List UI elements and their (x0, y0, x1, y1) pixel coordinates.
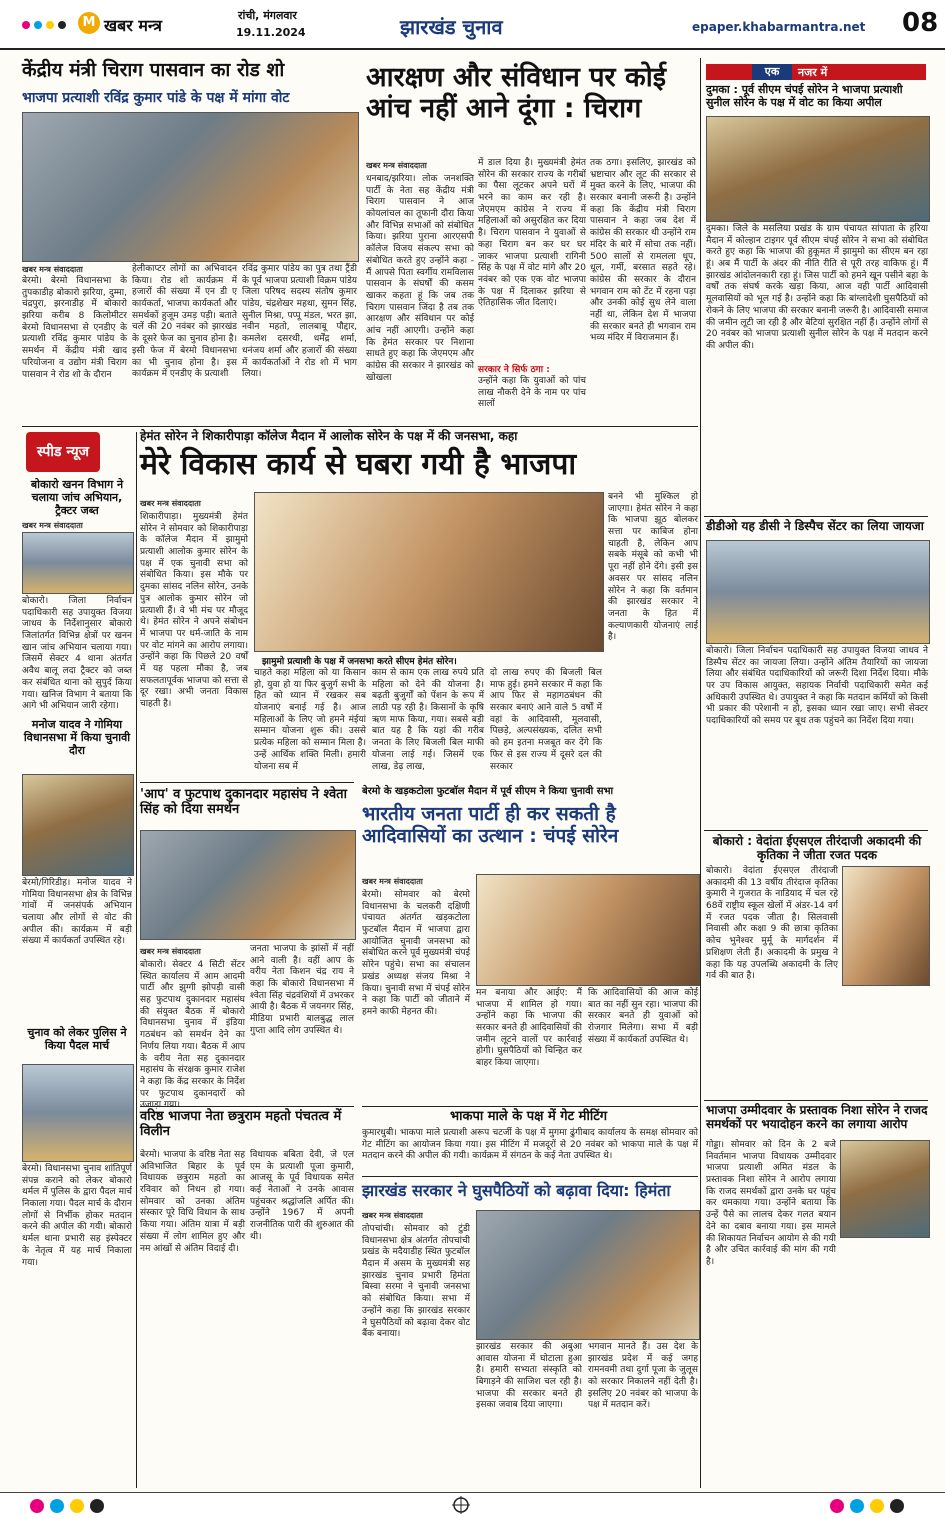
black-dot-icon (90, 1499, 104, 1513)
dateline-date: 19.11.2024 (236, 26, 306, 39)
story1-byline: खबर मन्त्र संवाददाता (22, 265, 83, 274)
story1-body-col3: रविंद्र कुमार पांडेय का पुत्र तथा ट्रैंडी के पूर्व भाजपा प्रत्याशी विक्रम पांडेय जिला परिषद सदस्य संतोष कुमार पांडेय, चंद्रशेखर महथा, सुमन सिंह, सुनील मिश्रा, पप्पू मंडल, भरत झा, नवीन महतो, लालबाबू पौद्दार, कमलेश दसरथी, धर्मेंद्र शर्मा, धनंजय शर्मा और हजारों की संख्या में कार्यकर्ताओं ने रोड शो में भाग लिया। (242, 264, 357, 380)
story4-byline: खबर मन्त्र संवाददाता (140, 947, 201, 956)
story10-body: बोकारो। वेदांता ईएसएल तीरंदाजी अकादमी की 13 वर्षीय तीरंदाज कृतिका कुमारी ने गुजरात के नाडियाद में चल रहे 68वें राष्ट्रीय स्कूल खेलों में अंडर-14 वर्ग में रजत पदक जीता है। सिलवासी निवासी और कक्षा 9 की छात्रा कृतिका कोच भुनेश्वर मुर्मू के मार्गदर्शन में प्रशिक्षण लेती हैं। अकादमी के प्रमुख ने कहा कि यह उपलब्धि अकादमी के लिए गर्व की बात है। (706, 866, 838, 982)
yellow-dot-icon (870, 1499, 884, 1513)
story3-headline: मेरे विकास कार्य से घबरा गयी है भाजपा (140, 447, 577, 482)
story4-headline: 'आप' व फुटपाथ दुकानदार महासंघ ने श्वेता सिंह को दिया समर्थन (140, 787, 347, 817)
divider-line (140, 1106, 354, 1107)
speed-item3-body: बेरमो। विधानसभा चुनाव शांतिपूर्ण संपन्न कराने को लेकर बोकारो थर्मल में पुलिस के द्वारा पैदल मार्च निकाला गया। पैदल मार्च के दौरान लोगों से निर्भीक होकर मतदान करने की अपील की गयी। बोकारो थर्मल थाना प्रभारी सह इंस्पेक्टर के नेतृत्व में यह मार्च निकाला गया। (22, 1164, 132, 1268)
police-march-photo (22, 1064, 134, 1162)
story3-body-col4: दो लाख रुपए की बिजली बिल माफ हुई। हमने सरकार में कहा कि आप फिर से महागठबंधन की सरकार बनाएं आने वाले 5 वर्षों में वहां के आदिवासी, मूलवासी, पिछड़े, अल्पसंख्यक, दलित सभी को हम इतना मजबूत कर देंगे कि फिर से इस राज्य में दूसरे दल की सरकार (490, 668, 602, 772)
story3-body-col2: चाहते कहा महिला को या किसान हो, युवा हो या फिर बुजुर्ग सभी के हित को ध्यान में रखकर सब योजनाएं बनाई गई है। आज महिलाओं के लिए जो हमने मंईयां सम्मान योजना शुरू की। उससे प्रत्येक महिला को सम्मान मिला है। उन्हें आर्थिक शक्ति मिली। हमारी योजना सब में (254, 668, 366, 772)
speed-item1-headline: बोकारो खनन विभाग ने चलाया जांच अभियान, ट्रैक्टर जब्त (30, 478, 124, 518)
speed-item2-body: बेरमो/गिरिडीह। मनोज यादव ने गोमिया विधानसभा क्षेत्र के विभिन्न गांवों में जनसंपर्क अभियान चलाया और लोगों से वोट की अपील की। कार्यक्रम में बड़ी संख्या में कार्यकर्ता उपस्थित रहे। (22, 878, 132, 947)
story8-body-col1: तोपचांची। सोमवार को टुंडी विधानसभा क्षेत्र अंतर्गत तोपचांची प्रखंड के मदैयाडीह स्थित फुटबॉल मैदान में असम के मुख्यमंत्री सह झारखंड चुनाव प्रभारी हिमंता बिस्वा सरमा ने चुनावी जनसभा को संबोधित किया। सभा में उन्होंने कहा कि झारखंड सरकार ने घुसपैठियों को बढ़ावा देकर वोट बैंक बनाया। (362, 1224, 470, 1340)
story1-kicker: केंद्रीय मंत्री चिराग पासवान का रोड शो (22, 59, 285, 81)
divider-line (362, 1176, 698, 1177)
story6-body-col2: विधायक बबिता देवी, जे एल एम के प्रत्याशी पूजा कुमारी, आजसू के पूर्व विधायक समेत कई नेताओं ने उनके आवास पहुंचकर श्रद्धांजलि अर्पित की। उन्होंने 1967 में अपनी राजनीतिक पारी की शुरुआत की थी। (250, 1150, 354, 1242)
page-footer (0, 1492, 945, 1518)
story2-body-col1: धनबाद/झरिया। लोक जनशक्ति पार्टी के नेता सह केंद्रीय मंत्री चिराग पासवान ने आज कोयलांचल का तूफानी दौरा किया और विभिन्न सभाओं को संबोधित किया। झरिया पुराना आरएसपी कॉलेज विजय संकल्प सभा को संबोधित करते हुए उन्होंने कहा - मैं आपसे पिता स्वर्गीय रामविलास पासवान के संघर्षों की कसम खाकर कहता हूं कि जब तक चिराग पासवान जिंदा है तब तक आरक्षण और संविधान पर कोई आंच नहीं आएगी। उन्होंने कहा कि हेमंत सरकार पर निशाना साधते हुए कहा कि जेएमएम और कांग्रेस की सरकार ने झारखंड को खोखला (366, 174, 474, 383)
magenta-dot-icon (30, 1499, 44, 1513)
story3-body-col1: शिकारीपाड़ा। मुख्यमंत्री हेमंत सोरेन ने सोमवार को शिकारीपाड़ा के कॉलेज मैदान में झामुमो प्रत्याशी आलोक कुमार सोरेन के पक्ष में एक चुनावी सभा को संबोधित किया। इस मौके पर दुमका सांसद नलिन सोरेन, उनके पुत्र आलोक कुमार सोरेन जो प्रत्याशी हैं। वे भी मंच पर मौजूद थे। हेमंत सोरेन ने अपने संबोधन में भाजपा पर धर्म-जाति के नाम पर वोट मांगने का आरोप लगाया। उन्होंने कहा कि पिछले 20 वर्षों में यह पहला मौका है, जब सफलतापूर्वक भाजपा को सत्ता से दूर रखा। अभी जनता विकास चाहती है। (140, 512, 248, 709)
divider-line (362, 1106, 698, 1107)
speed-item3-headline: चुनाव को लेकर पुलिस ने किया पैदल मार्च (27, 1026, 127, 1053)
divider-line (140, 782, 354, 783)
column-divider (136, 432, 137, 1488)
nazar-body: दुमका। जिले के मसलिया प्रखंड के ग्राम पंचायत सांपाता के हरिया मैदान में कोल्हान टाइगर पूर्व सीएम चंपई सोरेन ने सभा को संबोधित करते हुए कहा कि भाजपा की हुकूमत में झामुमो का सीएम बन रहा हूं। अब मैं पार्टी के अंदर की नीति रीति से पूरी तरह वाकिफ हूं। मैं झारखंड आंदोलनकारी रहा हूं। जिस पार्टी को हमने खून पसीने बहा के वर्षों तक संघर्ष करके खड़ा किया, आज वही पार्टी आदिवासी मूलवासियों को भूल गई है। उन्होंने कहा कि बांग्लादेशी घुसपैठियों को रोकने के लिए भाजपा की सरकार बनानी जरूरी है। आदिवासी समाज की जमीन लूटी जा रही है और बेटियां सुरक्षित नहीं हैं। उन्होंने लोगों से 20 नवंबर को भाजपा प्रत्याशी सुनील सोरेन के पक्ष में मतदान करने की अपील की। (706, 224, 928, 351)
story2-body-col2: में डाल दिया है। मुख्यमंत्री हेमंत सोरेन की सरकार राज्य के गरीबों का पैसा लूटकर अपने घरों में भरने का काम कर रही है। जेएमएम कांग्रेस ने राज्य में महिलाओं को असुरक्षित कर दिया है। चिराग पासवान ने युवाओं से कहा चिराग बन कर घर घर जाकर भाजपा प्रत्याशी रागिनी सिंह के पक्ष में वोट मांगे और 20 नवंबर को एक एक वोट भाजपा के पक्ष में दिलाकर झरिया से ऐतिहासिक जीत दिलाएं। (478, 158, 586, 309)
story5-body-col3: कि आदिवासियों की आज कोई बात का नहीं सुन रहा। भाजपा की सरकार बनते ही युवाओं को रोजगार मिलेगा। सभा में बड़ी संख्या में कार्यकर्ता उपस्थित थे। (588, 988, 698, 1045)
nazar-headline: दुमका : पूर्व सीएम चंपई सोरेन ने भाजपा प्रत्याशी सुनील सोरेन के पक्ष में वोट का किया अपील (706, 83, 903, 109)
roadshow-photo (22, 112, 359, 262)
epaper-link[interactable]: epaper.khabarmantra.net (692, 20, 866, 34)
divider-line (704, 1100, 928, 1101)
story9-headline: डीडीओ यह डीसी ने डिस्पैच सेंटर का लिया जायजा (706, 519, 924, 533)
cyan-dot-icon (50, 1499, 64, 1513)
story5-body-col2: मन बनाया और आईए: मैं भाजपा में शामिल हो गया। उन्होंने कहा कि भाजपा की सरकार बनते ही आदिवासियों की जमीन लूटने वालों पर कार्रवाई होगी। घुसपैठियों को चिन्हित कर बाहर किया जाएगा। (476, 988, 582, 1069)
story6-body-col1: बेरमो। भाजपा के वरिष्ठ नेता सह अविभाजित बिहार के पूर्व विधायक छत्रुराम महतो का रविवार को निधन हो गया। सोमवार को उनका अंतिम संस्कार पूरे विधि विधान के साथ किया गया। अंतिम यात्रा में बड़ी संख्या में लोग शामिल हुए और नम आंखों से अंतिम विदाई दी। (140, 1150, 245, 1254)
speed-item1-body: बोकारो। जिला निर्वाचन पदाधिकारी सह उपायुक्त विजया जाधव के निर्देशानुसार बोकारो जिलांतर्गत विभिन्न क्षेत्रों पर खनन खान जांच अभियान चलाया गया। जिसमें सेक्टर 4 थाना अंतर्गत अवैध बालू लदा ट्रैक्टर को जब्त कर संबंधित थाना को सुपुर्द किया गया। खनिज विभाग ने बताया कि आगे भी अभियान जारी रहेगा। (22, 596, 132, 712)
story11-body: गोड्डा। सोमवार को दिन के 2 बजे निवर्तमान भाजपा विधायक उम्मीदवार भाजपा प्रत्याशी अमित मंडल के प्रस्तावक निशा सोरेन ने आरोप लगाया कि राजद समर्थकों द्वारा उनके घर पहुंच कर धमकाया गया। उन्होंने बताया कि उन्हें पैसे का लालच देकर गलत बयान देने का दबाव बनाया गया। इस मामले की शिकायत निर्वाचन आयोग से की गयी है और उचित कार्रवाई की मांग की गयी है। (706, 1140, 836, 1267)
story2-headline: आरक्षण और संविधान पर कोई आंच नहीं आने दूंगा : चिराग (366, 62, 666, 125)
dots-decoration-icon (20, 18, 68, 32)
story7-headline: भाकपा माले के पक्ष में गेट मीटिंग (450, 1109, 608, 1124)
speed-item1-byline: खबर मन्त्र संवाददाता (22, 521, 83, 530)
page-number: 08 (902, 8, 939, 38)
magenta-dot-icon (830, 1499, 844, 1513)
speed-item2-headline: मनोज यादव ने गोमिया विधानसभा में किया चुनावी दौरा (23, 718, 131, 758)
story2-subhead: सरकार ने सिर्फ ठगा : (478, 365, 550, 375)
dateline-place: रांची, मंगलवार (238, 9, 297, 22)
brand-name: खबर मन्त्र (104, 16, 162, 35)
black-dot-icon (890, 1499, 904, 1513)
masthead (0, 0, 945, 50)
champai-rally-photo (706, 116, 930, 222)
nazar-banner (706, 64, 926, 80)
story3-byline: खबर मन्त्र संवाददाता (140, 499, 201, 508)
story5-byline: खबर मन्त्र संवाददाता (362, 877, 423, 886)
story4-body-col2: जनता भाजपा के झांसों में नहीं आने वाली है। वहीं आप के वरीय नेता किशन चंद्र राय ने कहा कि बोकारो विधानसभा में श्वेता सिंह चंद्रवंशियों में उभरकर आयी है। बैठक में जयनगर सिंह, मीडिया प्रभारी बालबुद्ध लाल गुप्ता आदि लोग उपस्थित थे। (250, 944, 354, 1036)
aap-meeting-photo (140, 830, 356, 940)
story3-caption: झामुमो प्रत्याशी के पक्ष में जनसभा करते सीएम हेमंत सोरेन। (262, 657, 457, 667)
story5-kicker: बेरमो के खड़कटोला फुटबॉल मैदान में पूर्व सीएम ने किया चुनावी सभा (362, 786, 614, 797)
hemant-rally-photo (254, 492, 604, 652)
story8-body-col2: झारखंड सरकार की अबुआ आवास योजना में घोटाला हुआ है। हमारी सभ्यता संस्कृति को बिगाड़ने की साजिश चल रही है। भाजपा की सरकार बनते ही इसका जवाब दिया जाएगा। (476, 1342, 582, 1411)
story5-body-col1: बेरमो। सोमवार को बेरमो विधानसभा के चलकरी दक्षिणी पंचायत अंतर्गत खड़कटोला फुटबॉल मैदान में भाजपा द्वारा आयोजित चुनावी जनसभा को संबोधित करने पूर्व मुख्यमंत्री चंपई सोरेन पहुंचे। सभा का संचालन प्रखंड अध्यक्ष संजय मिश्रा ने किया। चुनावी सभा में चंपई सोरेन ने कहा कि पार्टी को जीताने में हमने काफी मेहनत की। (362, 890, 470, 1017)
champai-soren-photo (476, 874, 700, 986)
story7-body: कुमारधुबी। भाकपा माले प्रत्याशी अरूप चटर्जी के पक्ष में मुगमा ढुंगीबाद कार्यालय के समक्ष सोमवार को गेट मीटिंग का आयोजन किया गया। इस मीटिंग में मजदूरों से 20 नवंबर को भाकपा माले के पक्ष में मतदान करने की अपील की गयी। कार्यक्रम में संगठन के कई नेता उपस्थित थे। (362, 1128, 698, 1162)
story5-headline: भारतीय जनता पार्टी ही कर सकती है आदिवासियों का उत्थान : चंपई सोरेन (362, 803, 619, 847)
registration-mark-icon (452, 1496, 470, 1514)
manoj-yadav-photo (22, 774, 134, 876)
tractor-photo (22, 532, 134, 594)
speed-news-badge: स्पीड न्यूज (26, 432, 100, 472)
dispatch-centre-photo (706, 540, 930, 644)
kritika-archer-photo (842, 866, 930, 986)
story1-body-col2: हेलीकाप्टर लोगों का अभिवादन किया। रोड शो कार्यक्रम में हजारों की संख्या में एन डी ए कार्यकर्ता, भाजपा कार्यकर्ता और समर्थकों हुजूम उमड़ पड़ी। बताते चलें की 20 नवंबर को झारखंड के दूसरे फेज का चुनाव होना है। इसी फेज में बेरमो विधानसभा का भी चुनाव होना है। इस कार्यक्रम में एनडीए के प्रत्याशी (132, 264, 237, 380)
section-title: झारखंड चुनाव (400, 15, 503, 39)
himanta-rally-photo (476, 1210, 700, 1340)
story3-body-col5: बनने भी मुश्किल हो जाएगा। हेमंत सोरेन ने कहा कि भाजपा झूठ बोलकर सत्ता पर काबिज होना चाहती है, लेकिन आप सबके मंसूबे को कभी भी पूरा नहीं होने देंगे। इसी इस अवसर पर सांसद नलिन सोरेन ने कहा कि वर्तमान की झारखंड सरकार ने जनता के हित में कल्याणकारी योजनाएं लाई है। (608, 492, 698, 643)
yellow-dot-icon (70, 1499, 84, 1513)
story8-headline: झारखंड सरकार ने घुसपैठियों को बढ़ावा दिया: हिमंता (362, 1181, 671, 1200)
story11-headline: भाजपा उम्मीदवार के प्रस्तावक निशा सोरेन ने राजद समर्थकों पर भयादोहन करने का लगाया आरोप (706, 1103, 928, 1131)
story4-body-col1: बोकारो। सेक्टर 4 सिटी सेंटर स्थित कार्यालय में आम आदमी पार्टी और झुग्गी झोपड़ी वासी सह फुटपाथ दुकानदार महासंघ की संयुक्त बैठक में बोकारो विधानसभा चुनाव में इंडिया गठबंधन को समर्थन देने का निर्णय लिया गया। बैठक में आप के वरीय नेता सह दुकानदार महासंघ के संरक्षक कुमार राजेश ने कहा कि केंद्र सरकार के निर्देश पर फुटपाथ दुकानदारों को (140, 960, 245, 1099)
column-divider (700, 58, 701, 1488)
nazar-tag: एक (752, 64, 792, 80)
divider-line (22, 426, 698, 427)
story3-body-col3: काम से काम एक लाख रुपये प्रति महिला को देने की योजना है। बढ़ती बुजुर्गों को पेंशन के रूप में लाठी पड़ रही है। किसानों के कृषि ऋण माफ किया, गया। सबसे बड़ी बात यह है कि यहां की गरीब जनता के लिए बिजली बिल माफी योजना लाई गई। जिसमें एक लाख, डेढ़ लाख, (372, 668, 484, 772)
divider-line (704, 830, 928, 831)
story2-body-col3: उन्होंने कहा कि युवाओं को पांच लाख नौकरी देने के नाम पर पांच सालों (478, 376, 586, 410)
nisha-soren-photo (840, 1140, 930, 1238)
divider-line (704, 516, 928, 517)
story10-headline: बोकारो : वेदांता ईएसएल तीरंदाजी अकादमी की कृतिका ने जीता रजत पदक (712, 834, 922, 863)
cyan-dot-icon (850, 1499, 864, 1513)
story2-byline: खबर मन्त्र संवाददाता (366, 161, 427, 170)
story2-body-col4: तक ठगा। इसलिए, झारखंड को भ्रष्टाचार और लूट की सरकार से मुक्त करने के लिए, भाजपा की सरकार बनानी जरूरी है। उन्होंने कहा कि केंद्रीय मंत्री चिराग पासवान ने कहा जब देश में कांग्रेस की सरकार थी उन्होंने राम मंदिर के बारे में सोचा तक नहीं। 500 सालों से रामलला धूप, धूल, गर्मी, बरसात सहते रहे। कांग्रेस की सरकार के दौरान भगवान राम को टेंट में रहना पड़ा और उनकी कोई सुध लेने वाला नहीं था, लेकिन देश में भाजपा की सरकार बनते ही भगवान राम भव्य मंदिर में विराजमान हैं। (590, 158, 696, 344)
brand-logo-icon: M (78, 12, 100, 34)
story9-body: बोकारो। जिला निर्वाचन पदाधिकारी सह उपायुक्त विजया जाधव ने डिस्पैच सेंटर का जायजा लिया। उन्होंने अंतिम तैयारियों का जायजा लिया और संबंधित पदाधिकारियों को जरूरी दिशा निर्देश दिया। मौके पर उप विकास आयुक्त, सहायक निर्वाची पदाधिकारी समेत कई अधिकारी उपस्थित थे। उपायुक्त ने कहा कि मतदान कर्मियों को किसी भी प्रकार की परेशानी न हो, इसका ध्यान रखा जाए। सभी सेक्टर पदाधिकारियों को समय पर बूथ तक पहुंचने का निर्देश दिया गया। (706, 646, 928, 727)
story8-byline: खबर मन्त्र संवाददाता (362, 1211, 423, 1220)
story8-body-col3: भगवान मानते हैं। उस देश के झारखंड प्रदेश में कई जगह रामनवमी तथा दुर्गा पूजा के जुलूस को सरकार निकालने नहीं देती है। इसलिए 20 नवंबर को भाजपा के पक्ष में मतदान करें। (588, 1342, 698, 1411)
nazar-label: नजर में (798, 66, 828, 79)
story6-headline: वरिष्ठ भाजपा नेता छत्रुराम महतो पंचतत्व में विलीन (140, 1109, 342, 1139)
story1-body-col1: बेरमो। बेरमो विधानसभा के तुपकाडीह बोकारो झरिया, दुम्मा, चंद्रपुरा, झरनाडीह में बोकारो झरिया करीब 8 किलोमीटर बेरमो विधानसभा से एनडीए के प्रत्याशी रविंद्र कुमार पांडेय के समर्थन में केंद्रीय मंत्री खाद परियोजना व उद्योग मंत्री चिराग पासवान ने रोड शो के दौरान (22, 276, 127, 380)
story3-kicker: हेमंत सोरेन ने शिकारीपाड़ा कॉलेज मैदान में आलोक सोरेन के पक्ष में की जनसभा, कहा (140, 429, 518, 443)
story1-headline: भाजपा प्रत्याशी रविंद्र कुमार पांडे के पक्ष में मांगा वोट (22, 90, 290, 106)
